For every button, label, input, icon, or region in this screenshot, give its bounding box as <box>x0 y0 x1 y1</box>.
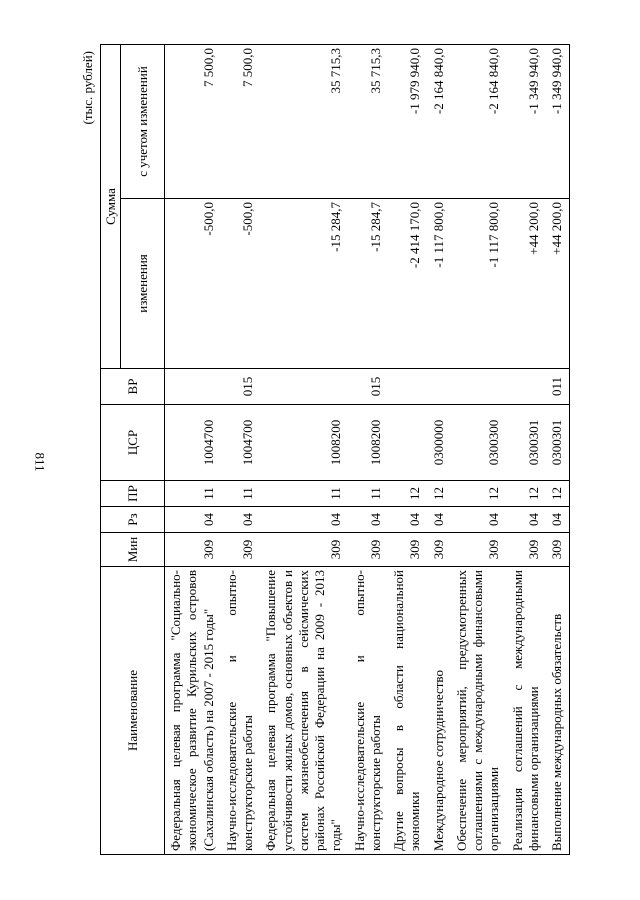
row-name: Федеральная целевая программа "Повышение устойчивости жилых домов, основных объектов и систем жизнеобеспечения в сейсмических районах Российской Федерации на 2009 - 2013 годы" <box>260 567 348 855</box>
row-csr: 0300000 <box>428 405 451 481</box>
row-change: -2 414 170,0 <box>388 199 428 369</box>
row-csr: 1008200 <box>349 405 389 481</box>
row-with-change: -2 164 840,0 <box>428 45 451 199</box>
row-vr: 015 <box>349 369 389 405</box>
row-csr: 0300301 <box>546 405 570 481</box>
table-row <box>388 45 428 855</box>
row-pr: 12 <box>428 481 451 507</box>
row-with-change: 7 500,0 <box>165 45 221 199</box>
row-change: -500,0 <box>221 199 261 369</box>
row-rz: 04 <box>451 507 507 533</box>
row-change: -1 117 800,0 <box>451 199 507 369</box>
row-vr <box>165 369 221 405</box>
row-name: Научно-исследовательские и опытно-конструкторские работы <box>349 567 389 855</box>
units-note: (тыс. рублей) <box>80 51 95 125</box>
row-pr: 11 <box>165 481 221 507</box>
row-rz: 04 <box>546 507 570 533</box>
row-name: Реализация соглашений с международными финансовыми организациями <box>507 567 547 855</box>
row-min: 309 <box>349 533 389 567</box>
row-min: 309 <box>428 533 451 567</box>
row-vr: 015 <box>221 369 261 405</box>
row-vr <box>507 369 547 405</box>
row-with-change: -1 349 940,0 <box>507 45 547 199</box>
header-with-change: с учетом изменений <box>121 45 165 199</box>
row-pr: 11 <box>221 481 261 507</box>
table-row <box>507 45 547 855</box>
row-pr: 11 <box>349 481 389 507</box>
header-csr: ЦСР <box>101 405 165 481</box>
row-rz: 04 <box>260 507 348 533</box>
row-name: Другие вопросы в области национальной экономики <box>388 567 428 855</box>
row-min: 309 <box>546 533 570 567</box>
table-row <box>546 45 570 855</box>
row-min: 309 <box>507 533 547 567</box>
row-rz: 04 <box>349 507 389 533</box>
row-change: -15 284,7 <box>349 199 389 369</box>
header-name: Наименование <box>101 567 165 855</box>
row-with-change: -2 164 840,0 <box>451 45 507 199</box>
row-rz: 04 <box>221 507 261 533</box>
row-pr: 11 <box>260 481 348 507</box>
row-name: Обеспечение мероприятий, предусмотренных соглашениями с международными финансовыми организациями <box>451 567 507 855</box>
table-row <box>428 45 451 855</box>
row-pr: 12 <box>451 481 507 507</box>
row-with-change: 7 500,0 <box>221 45 261 199</box>
row-min: 309 <box>260 533 348 567</box>
table-row <box>349 45 389 855</box>
row-csr <box>388 405 428 481</box>
row-with-change: 35 715,3 <box>349 45 389 199</box>
row-change: -1 117 800,0 <box>428 199 451 369</box>
row-rz: 04 <box>507 507 547 533</box>
row-csr: 1008200 <box>260 405 348 481</box>
header-rz: Рз <box>101 507 165 533</box>
row-rz: 04 <box>165 507 221 533</box>
row-name: Международное сотрудничество <box>428 567 451 855</box>
row-csr: 0300300 <box>451 405 507 481</box>
row-pr: 12 <box>388 481 428 507</box>
row-vr: 011 <box>546 369 570 405</box>
row-min: 309 <box>165 533 221 567</box>
row-vr <box>451 369 507 405</box>
page-number: 811 <box>32 452 48 472</box>
row-pr: 12 <box>546 481 570 507</box>
row-change: -500,0 <box>165 199 221 369</box>
header-sum: Сумма <box>101 45 121 369</box>
row-change: +44 200,0 <box>507 199 547 369</box>
row-name: Выполнение международных обязательств <box>546 567 570 855</box>
row-with-change: -1 349 940,0 <box>546 45 570 199</box>
row-with-change: -1 979 940,0 <box>388 45 428 199</box>
row-csr: 0300301 <box>507 405 547 481</box>
row-change: +44 200,0 <box>546 199 570 369</box>
row-change: -15 284,7 <box>260 199 348 369</box>
row-min: 309 <box>221 533 261 567</box>
row-min: 309 <box>451 533 507 567</box>
row-with-change: 35 715,3 <box>260 45 348 199</box>
header-min: Мин <box>101 533 165 567</box>
row-vr <box>388 369 428 405</box>
budget-table <box>100 44 570 855</box>
table-row <box>221 45 261 855</box>
row-csr: 1004700 <box>165 405 221 481</box>
row-pr: 12 <box>507 481 547 507</box>
table-row <box>260 45 348 855</box>
row-rz: 04 <box>428 507 451 533</box>
row-name: Научно-исследовательские и опытно-конструкторские работы <box>221 567 261 855</box>
row-name: Федеральная целевая программа "Социально-экономическое развитие Курильских островов (Сахалинская область) на 2007 - 2015 годы" <box>165 567 221 855</box>
rotated-sheet <box>80 45 570 855</box>
row-vr <box>260 369 348 405</box>
header-vr: ВР <box>101 369 165 405</box>
row-rz: 04 <box>388 507 428 533</box>
table-row <box>451 45 507 855</box>
table-row <box>165 45 221 855</box>
row-vr <box>428 369 451 405</box>
row-min: 309 <box>388 533 428 567</box>
header-pr: ПР <box>101 481 165 507</box>
header-change: изменения <box>121 199 165 369</box>
row-csr: 1004700 <box>221 405 261 481</box>
